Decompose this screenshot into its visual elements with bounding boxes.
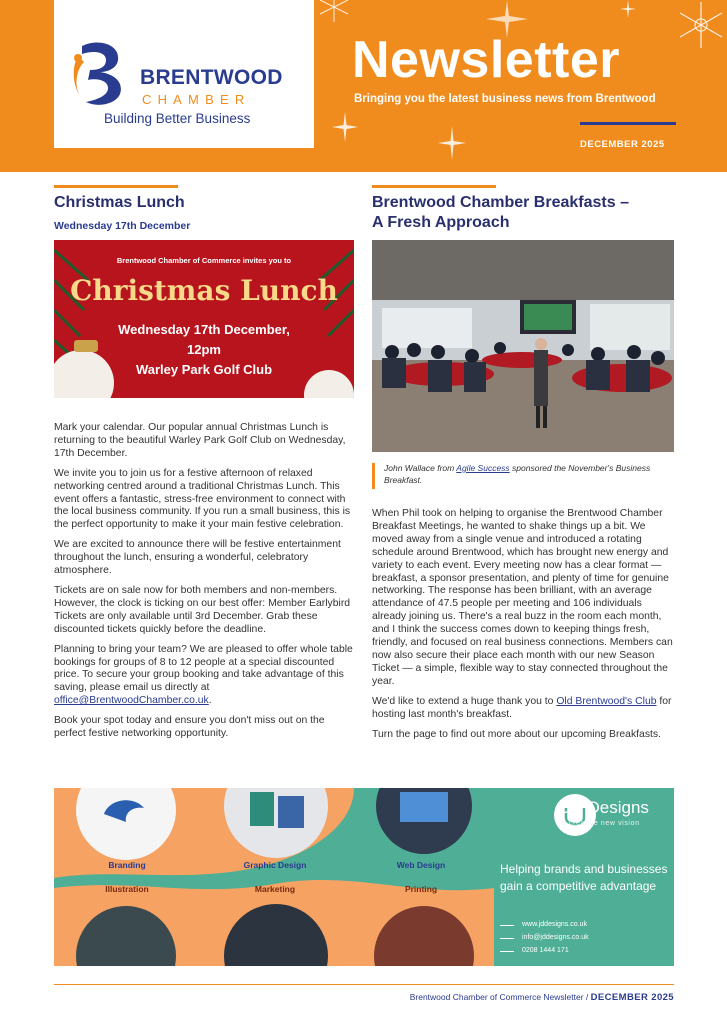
invite-time-line: 12pm <box>187 342 221 357</box>
chamber-logo-icon <box>68 40 128 106</box>
christmas-lunch-heading: Christmas Lunch <box>54 194 185 211</box>
contact-bullet <box>500 951 514 952</box>
section-divider <box>54 185 178 188</box>
snowflake-icon <box>314 0 354 24</box>
newsletter-title: Newsletter <box>352 31 620 89</box>
sparkle-icon <box>438 126 466 160</box>
breakfasts-body <box>372 508 674 748</box>
service-label: Printing <box>404 884 438 894</box>
email-text[interactable]: info@jddesigns.co.uk <box>522 934 589 941</box>
caption-accent <box>372 463 375 489</box>
service-label: Branding <box>108 860 146 870</box>
invite-intro: Brentwood Chamber of Commerce invites you to <box>116 256 292 265</box>
email-link[interactable]: office@BrentwoodChamber.co.uk <box>54 695 209 707</box>
paragraph: Book your spot today and ensure you don't miss out on the perfect festive networking opportunity. <box>54 715 325 740</box>
breakfast-event-photo <box>372 240 674 452</box>
footer-divider <box>54 984 674 985</box>
paragraph: Turn the page to find out more about our upcoming Breakfasts. <box>372 728 661 740</box>
advertiser-pitch: Helping brands and businesses gain a competitive advantage <box>500 862 668 893</box>
header-divider <box>580 122 676 125</box>
advertiser-name: JD Designs <box>562 798 649 817</box>
paragraph: Planning to bring your team? We are pleased to offer whole table bookings for groups of 8 to 12 people at a special discounted price. To secure your group booking and take advantage of this saving, please email us directly at office@BrentwoodChamber.co.uk. <box>54 643 353 707</box>
service-label: Marketing <box>254 884 296 894</box>
christmas-lunch-body <box>54 422 354 748</box>
service-label: Illustration <box>105 884 149 894</box>
logo-title: BRENTWOOD <box>140 66 283 89</box>
paragraph: We invite you to join us for a festive afternoon of relaxed networking centred around a traditional Christmas Lunch. This event offers a fantastic, stress-free environment to connect with the local business community. If you run a small business, this is the perfect opportunity to make it your main festive celebration. <box>54 467 351 531</box>
section-divider <box>372 185 496 188</box>
invite-venue-line: Warley Park Golf Club <box>135 362 273 377</box>
service-label: Web Design <box>396 860 446 870</box>
bauble-cap-icon <box>74 340 98 352</box>
paragraph: When Phil took on helping to organise the Brentwood Chamber Breakfast Meetings, he wanted to shake things up a bit. We moved away from a single venue and introduced a rotating schedule around Brentwood, which has brought new energy and variety to each event. Every meeting now has a clear format — breakfast, a sponsor presentation, and plenty of time for genuine networking. The response has been brilliant, with an average attendance of 47.5 people per meeting and 106 individuals already joining us. There's a real buzz in the room each month, and I think the success comes down to keeping things fresh, friendly, and focused on real business connections. Members can now also secure their place each month with our new Season Ticket — a simple, flexible way to stay connected throughout the year. <box>372 508 673 687</box>
jd-designs-advert[interactable] <box>54 788 674 966</box>
newsletter-subtitle: Bringing you the latest business news from Brentwood <box>354 93 656 105</box>
footer: Brentwood Chamber of Commerce Newsletter / DECEMBER 2025 <box>409 992 674 1003</box>
phone-text: 0208 1444 171 <box>522 947 569 954</box>
old-brentwoods-club-link[interactable]: Old Brentwood's Club <box>556 695 657 707</box>
agile-success-link[interactable]: Agile Success <box>456 463 510 473</box>
photo-caption: John Wallace from Agile Success sponsored the November's Business Breakfast. <box>384 463 651 485</box>
logo-subtitle: CHAMBER <box>142 92 251 107</box>
sparkle-icon <box>332 112 358 142</box>
issue-date: DECEMBER 2025 <box>580 139 665 150</box>
paragraph: We'd like to extend a huge thank you to Old Brentwood's Club for hosting last month's breakfast. <box>372 695 672 720</box>
breakfasts-heading: Brentwood Chamber Breakfasts – A Fresh Approach <box>372 194 629 231</box>
sparkle-icon <box>620 0 636 18</box>
logo[interactable] <box>54 0 314 148</box>
snowflake-icon <box>676 0 726 50</box>
website-text[interactable]: www.jddesigns.co.uk <box>522 921 587 928</box>
service-label: Graphic Design <box>243 860 307 870</box>
logo-tagline: Building Better Business <box>104 111 251 126</box>
paragraph: Tickets are on sale now for both members and non-members. However, the clock is ticking on our best offer: Member Earlybird Tickets are only available until 3rd December. Grab these discounted tickets quickly before the deadline. <box>54 584 351 635</box>
christmas-lunch-date: Wednesday 17th December <box>54 220 191 232</box>
advertiser-tagline: a creative new vision <box>562 820 640 827</box>
header-band <box>0 0 727 172</box>
paragraph: Mark your calendar. Our popular annual Christmas Lunch is returning to the beautiful Warley Park Golf Club on Wednesday, 17th December. <box>54 422 346 459</box>
contact-bullet <box>500 925 514 926</box>
paragraph: We are excited to announce there will be festive entertainment throughout the lunch, ensuring a wonderful, celebratory atmosphere. <box>54 539 341 577</box>
invite-date-line: Wednesday 17th December, <box>118 322 290 337</box>
invite-title: Christmas Lunch <box>70 274 338 307</box>
christmas-lunch-invite-image <box>54 240 354 398</box>
contact-bullet <box>500 938 514 939</box>
